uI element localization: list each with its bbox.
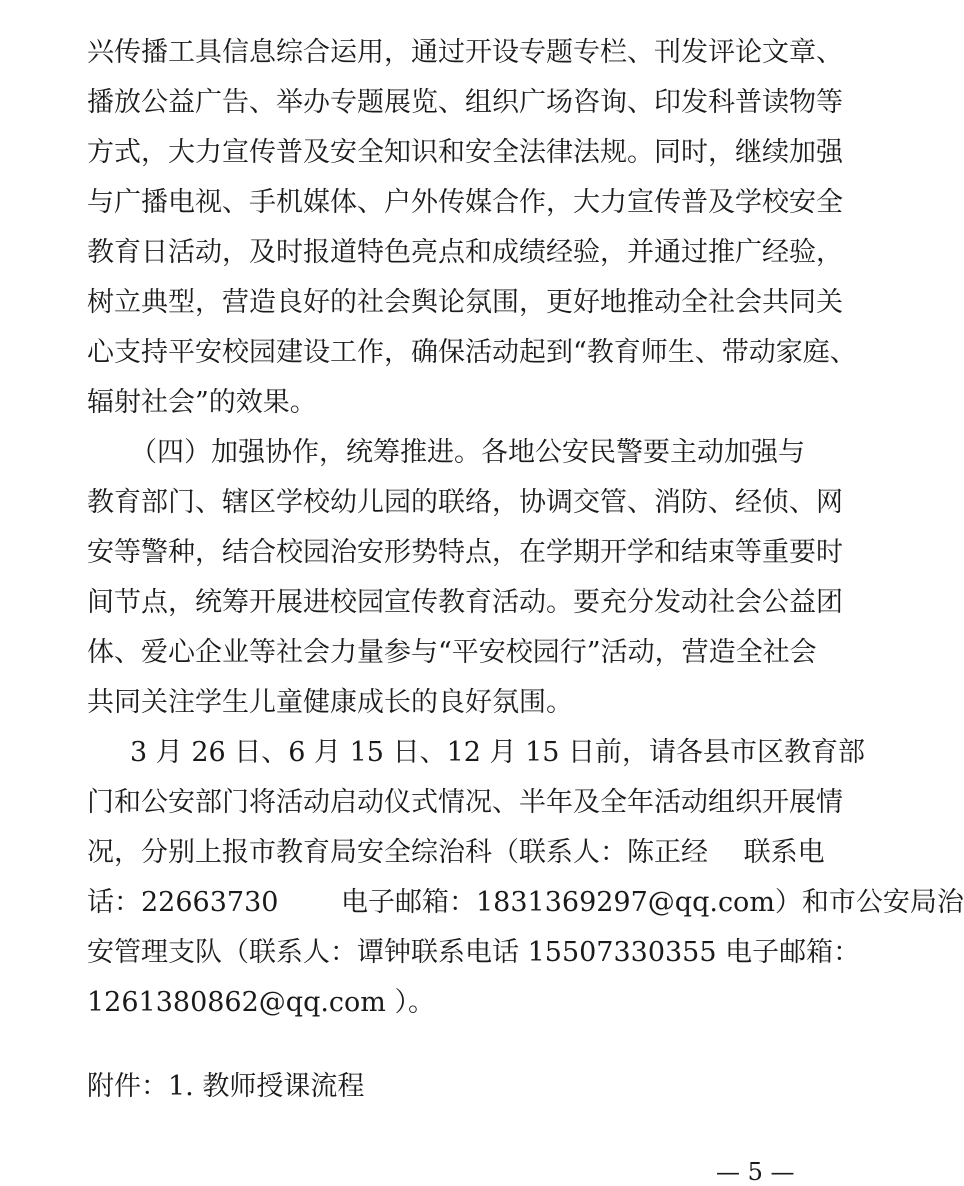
section-heading-line: （四）加强协作，统筹推进。各地公安民警要主动加强与 xyxy=(130,437,805,468)
body-text-line: 况，分别上报市教育局安全综治科（联系人：陈正经 联系电 xyxy=(87,837,825,868)
body-text-line: 间节点，统筹开展进校园宣传教育活动。要充分发动社会公益团 xyxy=(87,587,843,618)
body-text-line: 与广播电视、手机媒体、户外传媒合作，大力宣传普及学校安全 xyxy=(87,187,843,218)
body-text-line: 话：22663730 电子邮箱：1831369297@qq.com）和市公安局治 xyxy=(87,887,964,918)
body-text-line: 1261380862@qq.com ）。 xyxy=(87,987,435,1018)
page-number: — 5 — xyxy=(716,1158,795,1186)
body-text-line: 教育日活动，及时报道特色亮点和成绩经验，并通过推广经验， xyxy=(87,237,843,268)
body-text-line: 体、爱心企业等社会力量参与“平安校园行”活动，营造全社会 xyxy=(87,637,817,668)
body-text-line: 门和公安部门将活动启动仪式情况、半年及全年活动组织开展情 xyxy=(87,787,843,818)
attachment-line: 附件：1. 教师授课流程 xyxy=(87,1071,365,1102)
body-text-line: 安管理支队（联系人：谭钟联系电话 15507330355 电子邮箱： xyxy=(87,937,861,968)
body-text-line: 方式，大力宣传普及安全知识和安全法律法规。同时，继续加强 xyxy=(87,137,843,168)
body-text-line: 兴传播工具信息综合运用，通过开设专题专栏、刊发评论文章、 xyxy=(87,37,843,68)
body-text-line: 共同关注学生儿童健康成长的良好氛围。 xyxy=(87,687,573,718)
body-text-line: 安等警种，结合校园治安形势特点，在学期开学和结束等重要时 xyxy=(87,537,843,568)
body-text-line: 辐射社会”的效果。 xyxy=(87,387,317,418)
body-text-line: 树立典型，营造良好的社会舆论氛围，更好地推动全社会共同关 xyxy=(87,287,843,318)
body-text-line: 教育部门、辖区学校幼儿园的联络，协调交管、消防、经侦、网 xyxy=(87,487,843,518)
body-text-line: 心支持平安校园建设工作，确保活动起到“教育师生、带动家庭、 xyxy=(87,337,857,368)
body-text-line: 3 月 26 日、6 月 15 日、12 月 15 日前，请各县市区教育部 xyxy=(130,737,866,768)
body-text-line: 播放公益广告、举办专题展览、组织广场咨询、印发科普读物等 xyxy=(87,87,843,118)
